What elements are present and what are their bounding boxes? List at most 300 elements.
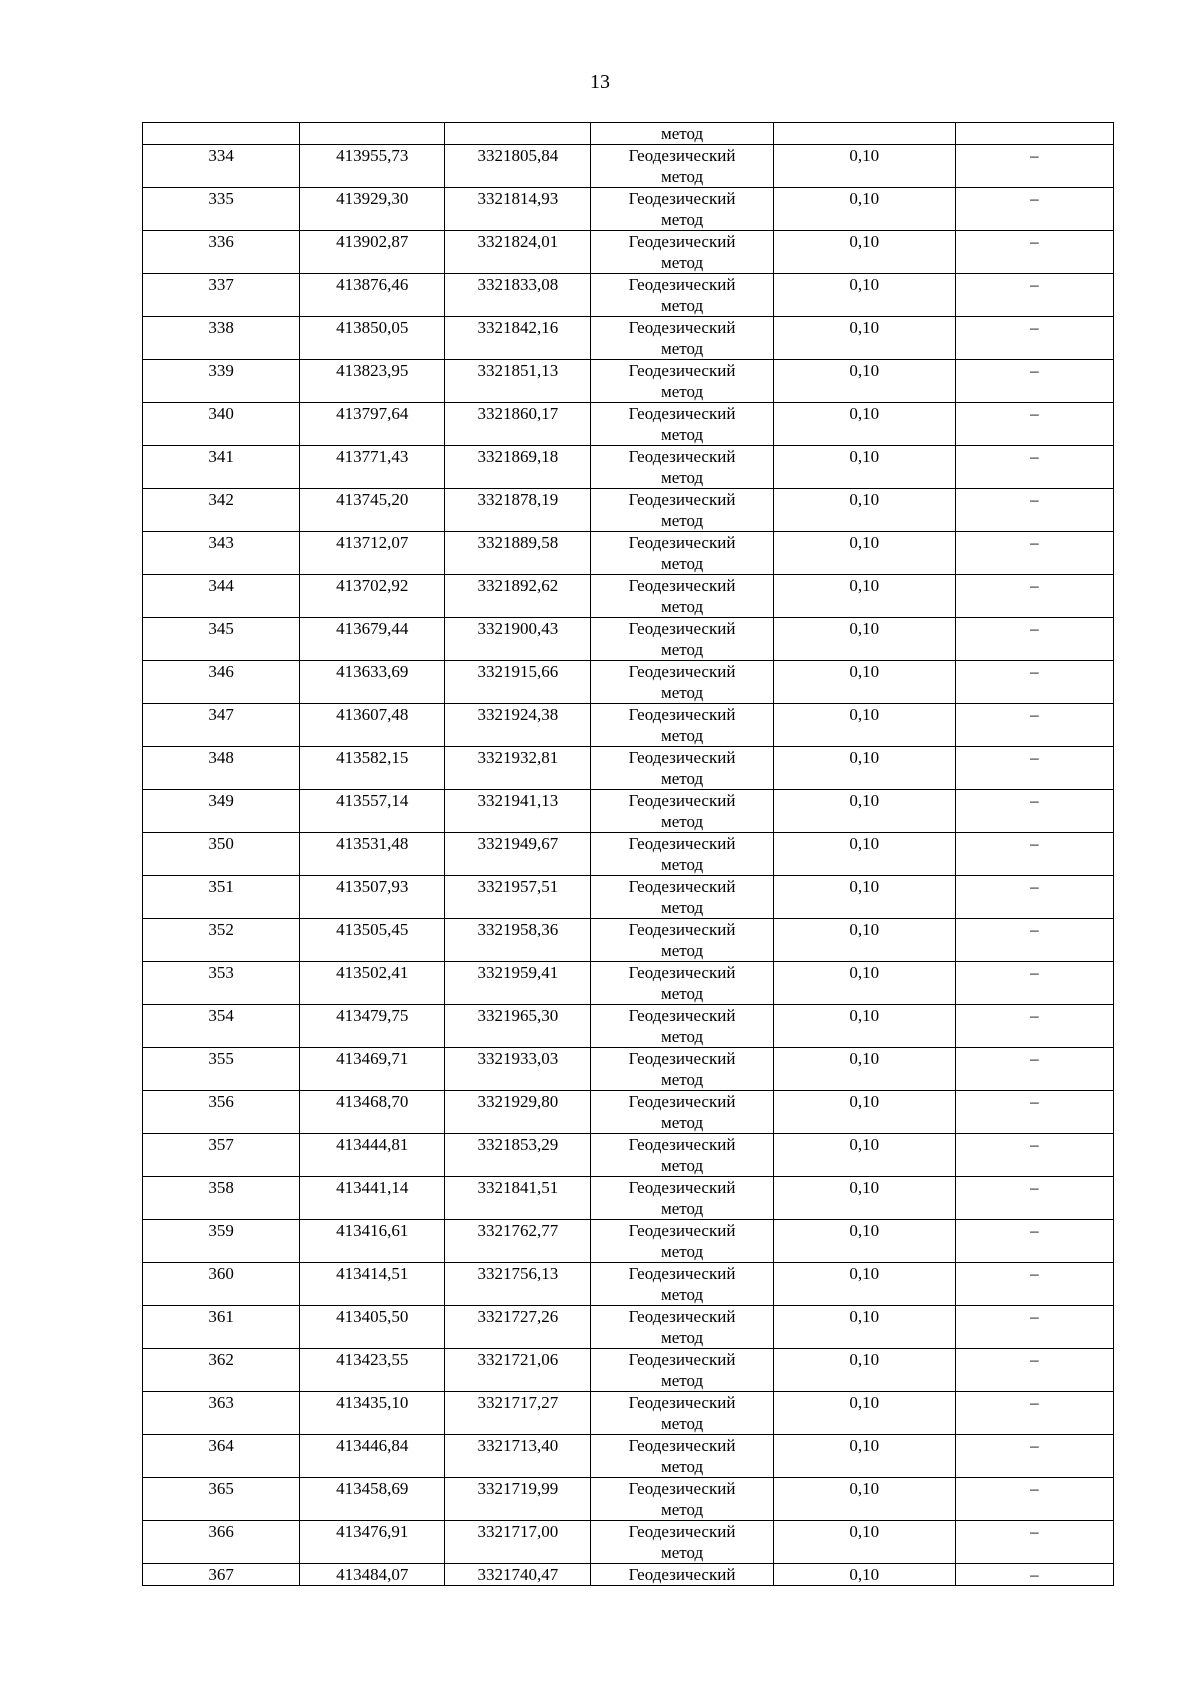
note-cell: – bbox=[955, 575, 1113, 618]
method-line1: Геодезический bbox=[628, 791, 736, 810]
coordinates-table bbox=[142, 122, 1114, 1586]
accuracy-cell: 0,10 bbox=[773, 188, 955, 231]
method-line2: метод bbox=[660, 1328, 704, 1347]
x-coordinate-cell: 413405,50 bbox=[300, 1306, 445, 1349]
point-number-cell: 355 bbox=[143, 1048, 300, 1091]
y-coordinate-cell: 3321892,62 bbox=[445, 575, 591, 618]
note-cell: – bbox=[955, 833, 1113, 876]
method-line2: метод bbox=[660, 296, 704, 315]
x-coordinate-cell: 413702,92 bbox=[300, 575, 445, 618]
note-cell: – bbox=[955, 1478, 1113, 1521]
method-line2: метод bbox=[660, 253, 704, 272]
method-line1: Геодезический bbox=[628, 404, 736, 423]
point-number-cell: 334 bbox=[143, 145, 300, 188]
table-row-continuation bbox=[143, 123, 1114, 145]
point-number-cell: 338 bbox=[143, 317, 300, 360]
method-line1: Геодезический bbox=[628, 877, 736, 896]
method-cell bbox=[591, 876, 773, 919]
note-cell: – bbox=[955, 446, 1113, 489]
method-cell bbox=[591, 661, 773, 704]
point-number-cell: 347 bbox=[143, 704, 300, 747]
method-line2: метод bbox=[660, 1070, 704, 1089]
note-cell: – bbox=[955, 618, 1113, 661]
method-cell bbox=[591, 1263, 773, 1306]
table-row bbox=[143, 446, 1114, 489]
accuracy-cell: 0,10 bbox=[773, 1263, 955, 1306]
table-row bbox=[143, 489, 1114, 532]
x-coordinate-cell: 413476,91 bbox=[300, 1521, 445, 1564]
method-line2: метод bbox=[660, 726, 704, 745]
table-row bbox=[143, 360, 1114, 403]
method-line1: Геодезический bbox=[628, 318, 736, 337]
point-number-cell: 342 bbox=[143, 489, 300, 532]
accuracy-cell: 0,10 bbox=[773, 575, 955, 618]
method-cell bbox=[591, 317, 773, 360]
accuracy-cell: 0,10 bbox=[773, 1478, 955, 1521]
method-line2: метод bbox=[660, 382, 704, 401]
x-coordinate-cell: 413557,14 bbox=[300, 790, 445, 833]
accuracy-cell: 0,10 bbox=[773, 1134, 955, 1177]
method-cell bbox=[591, 274, 773, 317]
method-line1: Геодезический bbox=[628, 1092, 736, 1111]
accuracy-cell: 0,10 bbox=[773, 833, 955, 876]
point-number-cell: 357 bbox=[143, 1134, 300, 1177]
y-coordinate-cell: 3321756,13 bbox=[445, 1263, 591, 1306]
accuracy-cell: 0,10 bbox=[773, 145, 955, 188]
method-line1: Геодезический bbox=[628, 490, 736, 509]
accuracy-cell: 0,10 bbox=[773, 317, 955, 360]
method-cell bbox=[591, 446, 773, 489]
note-cell: – bbox=[955, 747, 1113, 790]
y-coordinate-cell: 3321929,80 bbox=[445, 1091, 591, 1134]
method-cell bbox=[591, 575, 773, 618]
x-coordinate-cell: 413633,69 bbox=[300, 661, 445, 704]
accuracy-cell: 0,10 bbox=[773, 618, 955, 661]
x-coordinate-cell: 413441,14 bbox=[300, 1177, 445, 1220]
point-number-cell: 363 bbox=[143, 1392, 300, 1435]
table-row bbox=[143, 1306, 1114, 1349]
method-line1: Геодезический bbox=[628, 1135, 736, 1154]
table-row bbox=[143, 1005, 1114, 1048]
method-line2: метод bbox=[660, 1113, 704, 1132]
point-number-cell: 352 bbox=[143, 919, 300, 962]
note-cell: – bbox=[955, 532, 1113, 575]
accuracy-cell: 0,10 bbox=[773, 1048, 955, 1091]
method-cell bbox=[591, 145, 773, 188]
x-coordinate-cell: 413771,43 bbox=[300, 446, 445, 489]
point-number-cell: 337 bbox=[143, 274, 300, 317]
note-cell: – bbox=[955, 1220, 1113, 1263]
method-cell bbox=[591, 403, 773, 446]
x-coordinate-cell: 413444,81 bbox=[300, 1134, 445, 1177]
accuracy-cell: 0,10 bbox=[773, 446, 955, 489]
point-number-cell: 350 bbox=[143, 833, 300, 876]
method-cell bbox=[591, 1306, 773, 1349]
method-line1: Геодезический bbox=[628, 1307, 736, 1326]
x-coordinate-cell: 413797,64 bbox=[300, 403, 445, 446]
method-line2: метод bbox=[660, 769, 704, 788]
x-coordinate-cell: 413458,69 bbox=[300, 1478, 445, 1521]
point-number-cell: 345 bbox=[143, 618, 300, 661]
x-coordinate-cell: 413446,84 bbox=[300, 1435, 445, 1478]
method-line2: метод bbox=[660, 1371, 704, 1390]
x-coordinate-cell: 413679,44 bbox=[300, 618, 445, 661]
x-coordinate-cell: 413505,45 bbox=[300, 919, 445, 962]
method-line2: метод bbox=[660, 855, 704, 874]
point-number-cell: 359 bbox=[143, 1220, 300, 1263]
method-cell bbox=[591, 747, 773, 790]
x-coordinate-cell: 413955,73 bbox=[300, 145, 445, 188]
method-line2: метод bbox=[660, 640, 704, 659]
accuracy-cell: 0,10 bbox=[773, 1220, 955, 1263]
table-row bbox=[143, 790, 1114, 833]
y-coordinate-cell: 3321721,06 bbox=[445, 1349, 591, 1392]
method-cell bbox=[591, 1349, 773, 1392]
table-row bbox=[143, 661, 1114, 704]
method-line1: Геодезический bbox=[628, 1522, 736, 1541]
method-line1: Геодезический bbox=[628, 963, 736, 982]
method-line1: Геодезический bbox=[628, 748, 736, 767]
x-coordinate-cell: 413712,07 bbox=[300, 532, 445, 575]
table-row bbox=[143, 317, 1114, 360]
note-cell: – bbox=[955, 790, 1113, 833]
point-number-cell: 335 bbox=[143, 188, 300, 231]
y-coordinate-cell: 3321958,36 bbox=[445, 919, 591, 962]
y-coordinate-cell bbox=[445, 123, 591, 145]
point-number-cell: 358 bbox=[143, 1177, 300, 1220]
table-row-last bbox=[143, 1564, 1114, 1586]
y-coordinate-cell: 3321869,18 bbox=[445, 446, 591, 489]
table-row bbox=[143, 833, 1114, 876]
method-line1: Геодезический bbox=[628, 1049, 736, 1068]
note-cell: – bbox=[955, 1048, 1113, 1091]
y-coordinate-cell: 3321842,16 bbox=[445, 317, 591, 360]
method-line1: Геодезический bbox=[628, 1393, 736, 1412]
method-line2: метод bbox=[660, 812, 704, 831]
x-coordinate-cell: 413414,51 bbox=[300, 1263, 445, 1306]
point-number-cell: 348 bbox=[143, 747, 300, 790]
method-cell bbox=[591, 790, 773, 833]
method-line1: Геодезический bbox=[628, 619, 736, 638]
method-line1: Геодезический bbox=[628, 1350, 736, 1369]
point-number-cell: 343 bbox=[143, 532, 300, 575]
point-number-cell: 356 bbox=[143, 1091, 300, 1134]
method-cell bbox=[591, 962, 773, 1005]
method-line1: Геодезический bbox=[628, 1178, 736, 1197]
note-cell: – bbox=[955, 1349, 1113, 1392]
note-cell: – bbox=[955, 1263, 1113, 1306]
point-number-cell: 354 bbox=[143, 1005, 300, 1048]
method-cell bbox=[591, 532, 773, 575]
accuracy-cell: 0,10 bbox=[773, 403, 955, 446]
y-coordinate-cell: 3321889,58 bbox=[445, 532, 591, 575]
x-coordinate-cell: 413607,48 bbox=[300, 704, 445, 747]
method-cell bbox=[591, 833, 773, 876]
y-coordinate-cell: 3321719,99 bbox=[445, 1478, 591, 1521]
method-cell bbox=[591, 1392, 773, 1435]
accuracy-cell: 0,10 bbox=[773, 231, 955, 274]
y-coordinate-cell: 3321878,19 bbox=[445, 489, 591, 532]
note-cell: – bbox=[955, 1134, 1113, 1177]
point-number-cell: 341 bbox=[143, 446, 300, 489]
y-coordinate-cell: 3321853,29 bbox=[445, 1134, 591, 1177]
method-cell bbox=[591, 919, 773, 962]
table-row bbox=[143, 704, 1114, 747]
table-row bbox=[143, 1392, 1114, 1435]
accuracy-cell: 0,10 bbox=[773, 661, 955, 704]
note-cell: – bbox=[955, 403, 1113, 446]
note-cell: – bbox=[955, 188, 1113, 231]
x-coordinate-cell: 413745,20 bbox=[300, 489, 445, 532]
y-coordinate-cell: 3321833,08 bbox=[445, 274, 591, 317]
note-cell: – bbox=[955, 876, 1113, 919]
table-row bbox=[143, 145, 1114, 188]
point-number-cell: 360 bbox=[143, 1263, 300, 1306]
x-coordinate-cell: 413876,46 bbox=[300, 274, 445, 317]
method-line1: Геодезический bbox=[628, 1006, 736, 1025]
method-line1: Геодезический bbox=[628, 275, 736, 294]
note-cell: – bbox=[955, 1564, 1113, 1586]
accuracy-cell: 0,10 bbox=[773, 962, 955, 1005]
y-coordinate-cell: 3321851,13 bbox=[445, 360, 591, 403]
x-coordinate-cell: 413423,55 bbox=[300, 1349, 445, 1392]
y-coordinate-cell: 3321949,67 bbox=[445, 833, 591, 876]
point-number-cell: 340 bbox=[143, 403, 300, 446]
point-number-cell: 351 bbox=[143, 876, 300, 919]
method-cell bbox=[591, 618, 773, 661]
accuracy-cell: 0,10 bbox=[773, 489, 955, 532]
method-line2: метод bbox=[660, 898, 704, 917]
accuracy-cell: 0,10 bbox=[773, 1091, 955, 1134]
accuracy-cell: 0,10 bbox=[773, 274, 955, 317]
method-line2: метод bbox=[660, 468, 704, 487]
y-coordinate-cell: 3321713,40 bbox=[445, 1435, 591, 1478]
method-line2: метод bbox=[660, 1285, 704, 1304]
note-cell: – bbox=[955, 919, 1113, 962]
table-row bbox=[143, 1091, 1114, 1134]
table-row bbox=[143, 919, 1114, 962]
page-number: 13 bbox=[590, 71, 610, 93]
x-coordinate-cell: 413502,41 bbox=[300, 962, 445, 1005]
accuracy-cell: 0,10 bbox=[773, 1392, 955, 1435]
y-coordinate-cell: 3321717,00 bbox=[445, 1521, 591, 1564]
table-row bbox=[143, 231, 1114, 274]
note-cell: – bbox=[955, 145, 1113, 188]
method-cell bbox=[591, 1177, 773, 1220]
table-row bbox=[143, 747, 1114, 790]
method-cell bbox=[591, 704, 773, 747]
table-row bbox=[143, 618, 1114, 661]
method-cell bbox=[591, 360, 773, 403]
method-line2: метод bbox=[660, 425, 704, 444]
table-row bbox=[143, 1521, 1114, 1564]
y-coordinate-cell: 3321762,77 bbox=[445, 1220, 591, 1263]
method-line1: Геодезический bbox=[628, 705, 736, 724]
method-line2: метод bbox=[660, 554, 704, 573]
y-coordinate-cell: 3321933,03 bbox=[445, 1048, 591, 1091]
method-line1: Геодезический bbox=[628, 146, 736, 165]
accuracy-cell: 0,10 bbox=[773, 1177, 955, 1220]
point-number-cell: 367 bbox=[143, 1564, 300, 1586]
x-coordinate-cell: 413507,93 bbox=[300, 876, 445, 919]
method-line2: метод bbox=[660, 1027, 704, 1046]
method-cell: метод bbox=[591, 123, 773, 145]
accuracy-cell: 0,10 bbox=[773, 360, 955, 403]
point-number-cell: 362 bbox=[143, 1349, 300, 1392]
method-cell bbox=[591, 1048, 773, 1091]
point-number-cell: 366 bbox=[143, 1521, 300, 1564]
note-cell: – bbox=[955, 1306, 1113, 1349]
point-number-cell: 365 bbox=[143, 1478, 300, 1521]
note-cell bbox=[955, 123, 1113, 145]
method-line2: метод bbox=[660, 1414, 704, 1433]
y-coordinate-cell: 3321740,47 bbox=[445, 1564, 591, 1586]
method-line2: метод bbox=[660, 167, 704, 186]
table-row bbox=[143, 1177, 1114, 1220]
method-line2: метод bbox=[660, 984, 704, 1003]
y-coordinate-cell: 3321814,93 bbox=[445, 188, 591, 231]
x-coordinate-cell: 413902,87 bbox=[300, 231, 445, 274]
method-line1: Геодезический bbox=[628, 920, 736, 939]
method-cell bbox=[591, 188, 773, 231]
note-cell: – bbox=[955, 962, 1113, 1005]
y-coordinate-cell: 3321915,66 bbox=[445, 661, 591, 704]
note-cell: – bbox=[955, 1005, 1113, 1048]
method-line2: метод bbox=[660, 511, 704, 530]
x-coordinate-cell: 413929,30 bbox=[300, 188, 445, 231]
accuracy-cell: 0,10 bbox=[773, 1435, 955, 1478]
x-coordinate-cell: 413468,70 bbox=[300, 1091, 445, 1134]
method-cell bbox=[591, 489, 773, 532]
method-line1: Геодезический bbox=[628, 189, 736, 208]
method-line2: метод bbox=[660, 1242, 704, 1261]
note-cell: – bbox=[955, 704, 1113, 747]
note-cell: – bbox=[955, 1521, 1113, 1564]
accuracy-cell: 0,10 bbox=[773, 1349, 955, 1392]
x-coordinate-cell: 413484,07 bbox=[300, 1564, 445, 1586]
method-cell: Геодезический bbox=[591, 1564, 773, 1586]
y-coordinate-cell: 3321959,41 bbox=[445, 962, 591, 1005]
x-coordinate-cell: 413531,48 bbox=[300, 833, 445, 876]
y-coordinate-cell: 3321924,38 bbox=[445, 704, 591, 747]
note-cell: – bbox=[955, 1177, 1113, 1220]
method-cell bbox=[591, 1478, 773, 1521]
table-row bbox=[143, 1349, 1114, 1392]
table-row bbox=[143, 403, 1114, 446]
table-row bbox=[143, 1134, 1114, 1177]
note-cell: – bbox=[955, 1091, 1113, 1134]
point-number-cell: 346 bbox=[143, 661, 300, 704]
x-coordinate-cell: 413823,95 bbox=[300, 360, 445, 403]
method-line2: метод bbox=[660, 941, 704, 960]
accuracy-cell: 0,10 bbox=[773, 1306, 955, 1349]
accuracy-cell: 0,10 bbox=[773, 747, 955, 790]
note-cell: – bbox=[955, 1435, 1113, 1478]
y-coordinate-cell: 3321860,17 bbox=[445, 403, 591, 446]
accuracy-cell: 0,10 bbox=[773, 919, 955, 962]
table-row bbox=[143, 532, 1114, 575]
note-cell: – bbox=[955, 231, 1113, 274]
method-line2: метод bbox=[660, 339, 704, 358]
point-number-cell: 364 bbox=[143, 1435, 300, 1478]
point-number-cell: 361 bbox=[143, 1306, 300, 1349]
accuracy-cell: 0,10 bbox=[773, 704, 955, 747]
method-line1: Геодезический bbox=[628, 447, 736, 466]
method-line2: метод bbox=[660, 683, 704, 702]
x-coordinate-cell: 413435,10 bbox=[300, 1392, 445, 1435]
x-coordinate-cell: 413416,61 bbox=[300, 1220, 445, 1263]
method-line1: Геодезический bbox=[628, 834, 736, 853]
method-line1: Геодезический bbox=[628, 1264, 736, 1283]
accuracy-cell: 0,10 bbox=[773, 790, 955, 833]
x-coordinate-cell: 413850,05 bbox=[300, 317, 445, 360]
table-row bbox=[143, 962, 1114, 1005]
note-cell: – bbox=[955, 360, 1113, 403]
method-line2: метод bbox=[660, 210, 704, 229]
method-line2: метод bbox=[660, 1199, 704, 1218]
point-number-cell: 339 bbox=[143, 360, 300, 403]
note-cell: – bbox=[955, 661, 1113, 704]
table-row bbox=[143, 1220, 1114, 1263]
method-cell bbox=[591, 1435, 773, 1478]
y-coordinate-cell: 3321805,84 bbox=[445, 145, 591, 188]
note-cell: – bbox=[955, 489, 1113, 532]
method-cell bbox=[591, 231, 773, 274]
table-row bbox=[143, 876, 1114, 919]
y-coordinate-cell: 3321727,26 bbox=[445, 1306, 591, 1349]
y-coordinate-cell: 3321957,51 bbox=[445, 876, 591, 919]
point-number-cell: 344 bbox=[143, 575, 300, 618]
table-row bbox=[143, 274, 1114, 317]
x-coordinate-cell bbox=[300, 123, 445, 145]
method-cell bbox=[591, 1220, 773, 1263]
method-cell bbox=[591, 1091, 773, 1134]
method-line1: Геодезический bbox=[628, 1221, 736, 1240]
y-coordinate-cell: 3321824,01 bbox=[445, 231, 591, 274]
table-row bbox=[143, 1435, 1114, 1478]
table-row bbox=[143, 1048, 1114, 1091]
x-coordinate-cell: 413469,71 bbox=[300, 1048, 445, 1091]
table-row bbox=[143, 188, 1114, 231]
y-coordinate-cell: 3321965,30 bbox=[445, 1005, 591, 1048]
table-row bbox=[143, 1263, 1114, 1306]
point-number-cell: 349 bbox=[143, 790, 300, 833]
method-line2: метод bbox=[660, 1543, 704, 1562]
method-line1: Геодезический bbox=[628, 1479, 736, 1498]
point-number-cell: 336 bbox=[143, 231, 300, 274]
y-coordinate-cell: 3321841,51 bbox=[445, 1177, 591, 1220]
accuracy-cell: 0,10 bbox=[773, 532, 955, 575]
y-coordinate-cell: 3321941,13 bbox=[445, 790, 591, 833]
x-coordinate-cell: 413479,75 bbox=[300, 1005, 445, 1048]
y-coordinate-cell: 3321717,27 bbox=[445, 1392, 591, 1435]
accuracy-cell bbox=[773, 123, 955, 145]
accuracy-cell: 0,10 bbox=[773, 1564, 955, 1586]
note-cell: – bbox=[955, 317, 1113, 360]
method-line2: метод bbox=[660, 1500, 704, 1519]
method-line1: Геодезический bbox=[628, 533, 736, 552]
method-cell bbox=[591, 1521, 773, 1564]
method-line1: Геодезический bbox=[628, 662, 736, 681]
point-number-cell bbox=[143, 123, 300, 145]
x-coordinate-cell: 413582,15 bbox=[300, 747, 445, 790]
method-line2: метод bbox=[660, 597, 704, 616]
method-line1: Геодезический bbox=[628, 1436, 736, 1455]
method-cell bbox=[591, 1005, 773, 1048]
method-line1: Геодезический bbox=[628, 576, 736, 595]
y-coordinate-cell: 3321900,43 bbox=[445, 618, 591, 661]
accuracy-cell: 0,10 bbox=[773, 1521, 955, 1564]
